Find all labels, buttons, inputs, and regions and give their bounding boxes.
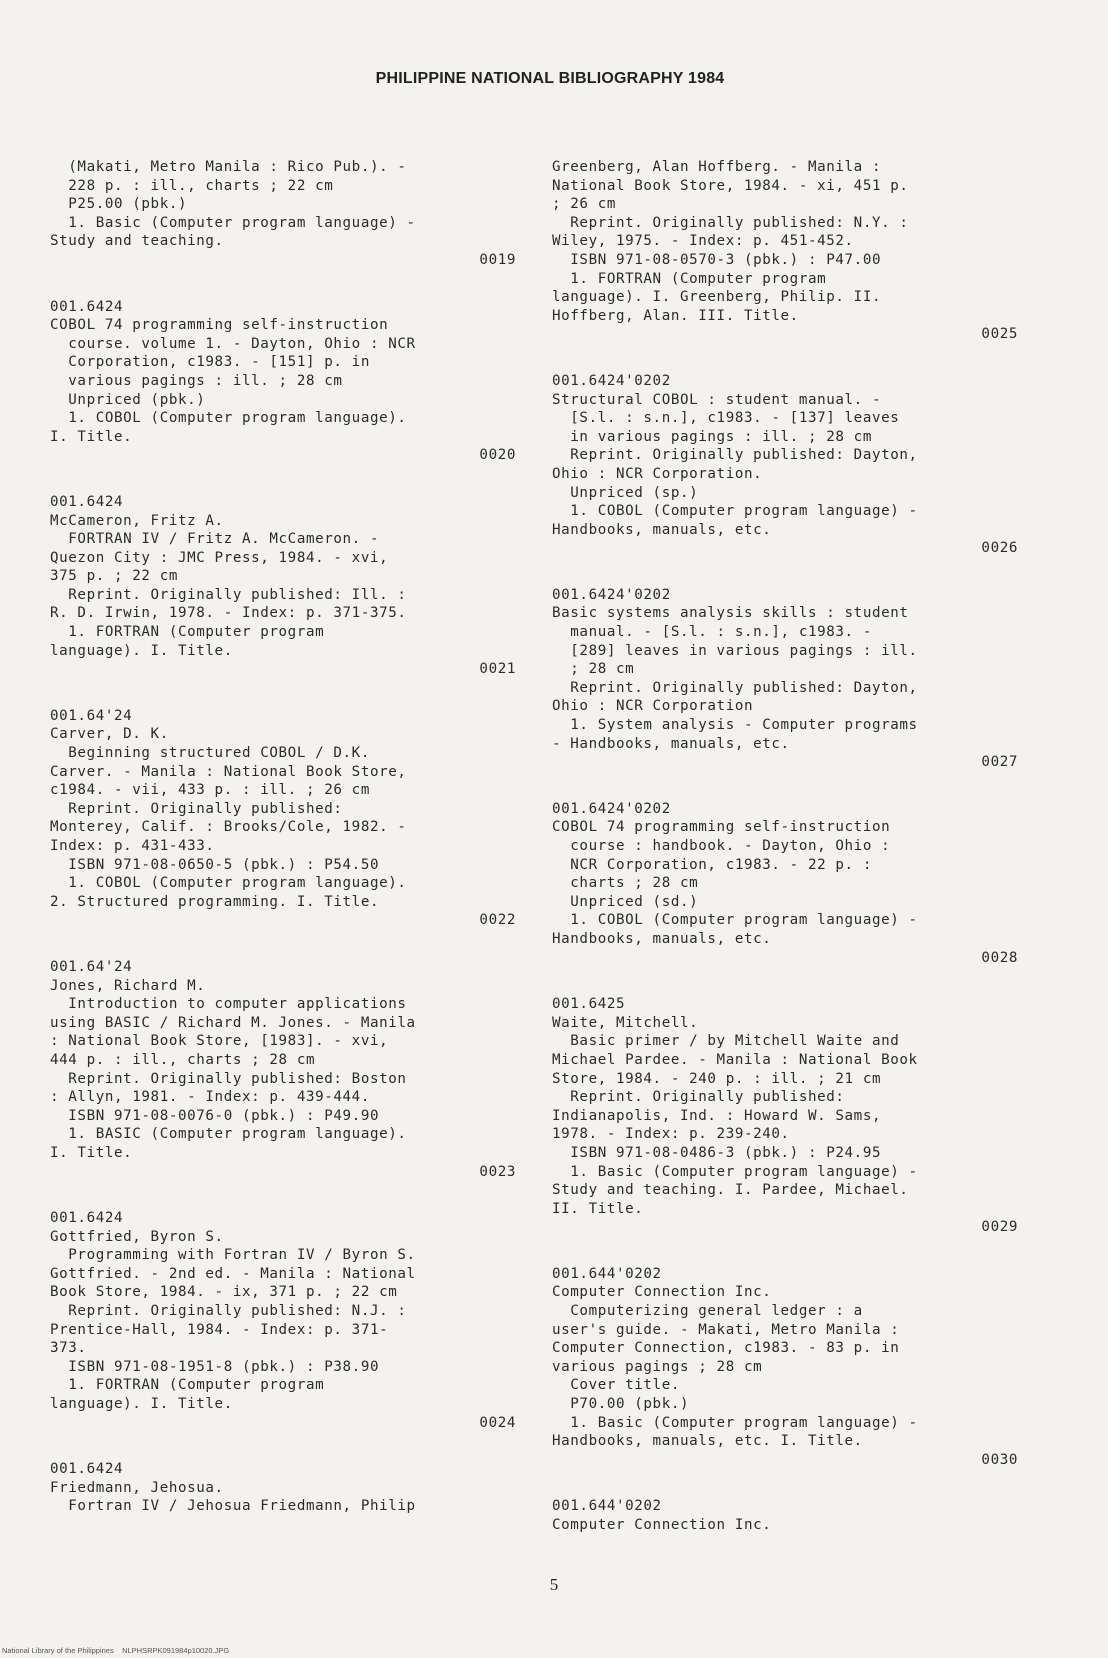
entry-line: ISBN 971-08-0076-0 (pbk.) : P49.90 [50,1107,380,1124]
entry-line: Store, 1984. - 240 p. : ill. ; 21 cm [552,1070,882,1087]
entry-line: 001.64'24 [50,707,133,724]
entry-number: 0020 [479,447,516,464]
entry-line: I. Title. [50,1144,133,1161]
entry-line: Reprint. Originally published: N.Y. : [552,214,909,231]
bibliography-entry [552,1265,1022,1470]
bibliography-entry [50,1209,520,1432]
entry-line: Index: p. 431-433. [50,838,215,854]
entry-line: Reprint. Originally published: Dayton, [552,679,918,696]
entry-line: ISBN 971-08-1951-8 (pbk.) : P38.90 [50,1358,380,1375]
entry-line: 373. [50,1340,87,1357]
entry-number: 0021 [479,661,516,678]
entry-line: 1. COBOL (Computer program language). [50,875,407,892]
entry-line: Michael Pardee. - Manila : National Book [552,1051,918,1068]
right-column [552,158,1022,1563]
entry-line: I. Title. [50,428,133,445]
entry-line: language). I. Greenberg, Philip. II. [552,289,882,306]
entry-line: Basic systems analysis skills : student [552,605,909,622]
bibliography-entry [552,158,1022,344]
entry-line: 001.6424'0202 [552,800,671,817]
entry-line: in various pagings : ill. ; 28 cm [552,428,872,445]
entry-line: Book Store, 1984. - ix, 371 p. ; 22 cm [50,1284,398,1301]
entry-line: Programming with Fortran IV / Byron S. [50,1247,416,1264]
entry-line: 1. Basic (Computer program language) - [552,1163,918,1180]
entry-line: Fortran IV / Jehosua Friedmann, Philip [50,1498,416,1515]
entry-line: 001.6424 [50,298,124,315]
entry-line: 1. Basic (Computer program language) - [552,1414,918,1431]
entry-line: user's guide. - Makati, Metro Manila : [552,1321,900,1338]
bibliography-entry [552,800,1022,967]
entry-number: 0025 [981,326,1018,343]
entry-line: Hoffberg, Alan. III. Title. [552,307,799,324]
entry-line: FORTRAN IV / Fritz A. McCameron. - [50,531,380,548]
entry-line: Waite, Mitchell. [552,1014,699,1031]
entry-line: Beginning structured COBOL / D.K. [50,745,370,762]
entry-line: 1. COBOL (Computer program language). [50,410,407,427]
entry-line: Introduction to computer applications [50,996,407,1013]
entry-line: 001.6424 [50,493,124,510]
entry-line: 1. COBOL (Computer program language) - [552,503,918,520]
entry-line: (Makati, Metro Manila : Rico Pub.). - [50,159,407,175]
entry-line: Unpriced (sd.) [552,893,699,910]
entry-line: 001.64'24 [50,958,133,975]
entry-line: [S.l. : s.n.], c1983. - [137] leaves [552,410,900,427]
entry-line: Structural COBOL : student manual. - [552,391,882,408]
entry-line: 2. Structured programming. I. Title. [50,893,380,910]
entry-line: 1. FORTRAN (Computer program [50,1377,325,1394]
bibliography-entry [50,958,520,1181]
entry-line: 001.644'0202 [552,1498,662,1515]
entry-line: Monterey, Calif. : Brooks/Cole, 1982. - [50,819,407,836]
bibliography-entry [50,158,520,270]
entry-line: Computerizing general ledger : a [552,1303,863,1320]
entry-line: COBOL 74 programming self-instruction [552,819,891,836]
entry-line: Reprint. Originally published: [50,800,343,817]
entry-line: Reprint. Originally published: Boston [50,1070,407,1087]
bibliography-entry [552,1497,1022,1534]
entry-line: McCameron, Fritz A. [50,512,224,529]
entry-line: course : handbook. - Dayton, Ohio : [552,838,891,854]
entry-line: 001.6424 [50,1210,124,1227]
entry-line: Quezon City : JMC Press, 1984. - xvi, [50,549,389,566]
entry-number: 0024 [479,1414,516,1431]
entry-line: Greenberg, Alan Hoffberg. - Manila : [552,159,882,175]
entry-line: Reprint. Originally published: [552,1089,845,1106]
entry-line: 444 p. : ill., charts ; 28 cm [50,1051,316,1068]
entry-line: various pagings ; 28 cm [552,1358,763,1375]
entry-line: ; 26 cm [552,196,616,213]
entry-line: Handbooks, manuals, etc. [552,521,772,538]
entry-line: 1. BASIC (Computer program language). [50,1126,407,1143]
entry-line: ; 28 cm [552,661,635,678]
entry-line: Reprint. Originally published: Dayton, [552,447,918,464]
bibliography-entry [50,298,520,465]
entry-line: Reprint. Originally published: Ill. : [50,586,407,603]
entry-number: 0026 [981,540,1018,557]
entry-line: Carver, D. K. [50,726,169,743]
entry-line: : National Book Store, [1983]. - xvi, [50,1033,389,1050]
entry-line: COBOL 74 programming self-instruction [50,317,389,334]
entry-line: Computer Connection Inc. [552,1284,772,1301]
entry-line: 1. COBOL (Computer program language) - [552,912,918,929]
entry-line: 1978. - Index: p. 239-240. [552,1126,790,1143]
left-column [50,158,520,1544]
entry-line: Handbooks, manuals, etc. I. Title. [552,1433,863,1450]
bibliography-entry [552,995,1022,1237]
entry-line: Unpriced (sp.) [552,484,699,501]
entry-line: 228 p. : ill., charts ; 22 cm [50,177,334,194]
entry-number: 0023 [479,1163,516,1180]
bibliography-entry [50,1460,520,1516]
entry-line: Wiley, 1975. - Index: p. 451-452. [552,233,854,250]
entry-line: Jones, Richard M. [50,977,206,994]
entry-line: ISBN 971-08-0486-3 (pbk.) : P24.95 [552,1144,882,1161]
entry-number: 0022 [479,912,516,929]
entry-line: P70.00 (pbk.) [552,1396,690,1413]
entry-line: Ohio : NCR Corporation. [552,465,763,482]
entry-line: Gottfried, Byron S. [50,1228,224,1245]
entry-line: charts ; 28 cm [552,875,699,892]
entry-line: Friedmann, Jehosua. [50,1479,224,1496]
entry-line: 001.6424 [50,1461,124,1478]
entry-line: Corporation, c1983. - [151] p. in [50,354,370,371]
entry-line: Computer Connection, c1983. - 83 p. in [552,1340,900,1357]
bibliography-entry [50,707,520,930]
entry-line: Ohio : NCR Corporation [552,698,754,715]
entry-line: language). I. Title. [50,642,233,659]
entry-line: 001.644'0202 [552,1265,662,1282]
entry-line: Reprint. Originally published: N.J. : [50,1303,407,1320]
entry-line: Study and teaching. [50,233,224,250]
entry-line: Basic primer / by Mitchell Waite and [552,1033,900,1050]
entry-line: NCR Corporation, c1983. - 22 p. : [552,856,872,873]
entry-number: 0030 [981,1451,1018,1468]
entry-line: Study and teaching. I. Pardee, Michael. [552,1182,909,1199]
page-number: 5 [549,1575,559,1594]
entry-number: 0029 [981,1219,1018,1236]
bibliography-entry [50,493,520,679]
entry-line: c1984. - vii, 433 p. : ill. ; 26 cm [50,782,370,799]
entry-line: P25.00 (pbk.) [50,196,188,213]
entry-line: National Book Store, 1984. - xi, 451 p. [552,177,909,194]
entry-line: 001.6424'0202 [552,586,671,603]
entry-line: Handbooks, manuals, etc. [552,930,772,947]
page-title: PHILIPPINE NATIONAL BIBLIOGRAPHY 1984 [375,70,725,87]
entry-line: Prentice-Hall, 1984. - Index: p. 371- [50,1321,389,1338]
bibliography-entry [552,372,1022,558]
entry-line: Cover title. [552,1377,680,1394]
entry-line: Indianapolis, Ind. : Howard W. Sams, [552,1107,882,1124]
bibliography-entry [552,586,1022,772]
entry-line: 1. System analysis - Computer programs [552,717,918,734]
entry-line: [289] leaves in various pagings : ill. [552,642,918,659]
entry-line: 1. FORTRAN (Computer program [50,624,325,641]
entry-line: Unpriced (pbk.) [50,391,206,408]
entry-line: 1. FORTRAN (Computer program [552,270,827,287]
entry-line: - Handbooks, manuals, etc. [552,735,790,752]
entry-line: using BASIC / Richard M. Jones. - Manila [50,1014,416,1031]
entry-line: course. volume 1. - Dayton, Ohio : NCR [50,335,416,352]
entry-line: 1. Basic (Computer program language) - [50,214,416,231]
entry-line: manual. - [S.l. : s.n.], c1983. - [552,624,872,641]
entry-line: 375 p. ; 22 cm [50,568,178,585]
entry-number: 0028 [981,949,1018,966]
entry-line: Carver. - Manila : National Book Store, [50,763,407,780]
entry-line: various pagings : ill. ; 28 cm [50,372,343,389]
entry-line: : Allyn, 1981. - Index: p. 439-444. [50,1089,370,1106]
entry-number: 0027 [981,754,1018,771]
entry-number: 0019 [479,251,516,268]
entry-line: Computer Connection Inc. [552,1517,772,1533]
entry-line: II. Title. [552,1200,644,1217]
entry-line: 001.6424'0202 [552,372,671,389]
entry-line: ISBN 971-08-0570-3 (pbk.) : P47.00 [552,251,882,268]
entry-line: ISBN 971-08-0650-5 (pbk.) : P54.50 [50,856,380,873]
entry-line: R. D. Irwin, 1978. - Index: p. 371-375. [50,605,407,622]
entry-line: Gottfried. - 2nd ed. - Manila : National [50,1265,416,1282]
entry-line: 001.6425 [552,996,626,1013]
scan-footer: National Library of the Philippines NLPHSRPK091984p10020.JPG [2,1646,230,1655]
entry-line: language). I. Title. [50,1396,233,1413]
